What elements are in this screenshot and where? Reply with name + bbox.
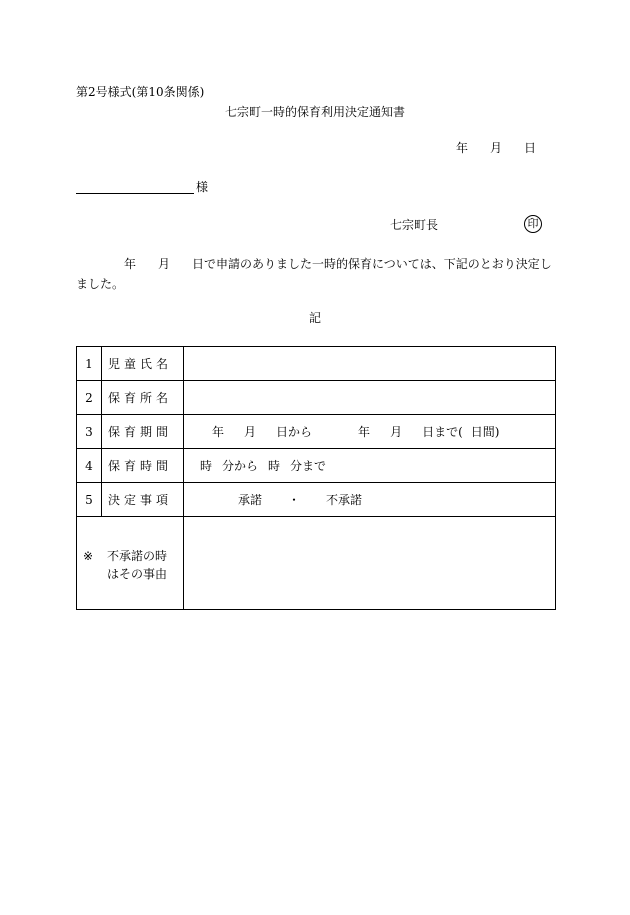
addressee-name-line [76, 193, 194, 194]
time-end-hour: 時 [268, 459, 281, 473]
note-line2: はその事由 [107, 567, 168, 581]
time-start-min: 分から [222, 459, 259, 473]
row-number: 5 [77, 483, 102, 517]
care-time-field[interactable] [184, 449, 556, 483]
row-label: 保育時間 [102, 449, 184, 483]
child-name-field[interactable] [184, 347, 556, 381]
decision-reject[interactable]: 不承諾 [326, 493, 363, 507]
body-text [76, 254, 556, 294]
document-title: 七宗町一時的保育利用決定通知書 [224, 105, 405, 119]
decision-approve[interactable]: 承諾 [238, 493, 263, 507]
time-start-hour: 時 [200, 459, 213, 473]
row-label: 保育期間 [102, 415, 184, 449]
period-to-day: 日まで( [422, 425, 463, 439]
seal-icon: 印 [524, 215, 542, 233]
note-line1: 不承諾の時 [107, 549, 168, 563]
care-period-field[interactable] [184, 415, 556, 449]
table-row [77, 415, 556, 449]
details-table [76, 346, 556, 610]
period-to-year: 年 [358, 425, 371, 439]
body-line1-rest: 日で申請のありました一時的保育については、下記のとおり決定し [192, 257, 552, 271]
row-number: 4 [77, 449, 102, 483]
table-row [77, 449, 556, 483]
period-days: 日間) [470, 425, 500, 439]
period-from-year: 年 [212, 425, 225, 439]
period-from-month: 月 [244, 425, 257, 439]
body-year: 年 [124, 257, 137, 271]
table-row [77, 381, 556, 415]
period-to-month: 月 [390, 425, 403, 439]
form-number: 第2号様式(第10条関係) [76, 85, 205, 99]
table-row [77, 347, 556, 381]
row-number: 1 [77, 347, 102, 381]
table-row [77, 517, 556, 610]
nursery-name-field[interactable] [184, 381, 556, 415]
rejection-reason-field[interactable] [184, 517, 556, 610]
date-day: 日 [524, 141, 537, 155]
time-end-min: 分まで [290, 459, 327, 473]
period-from-day: 日から [276, 425, 313, 439]
addressee-suffix: 様 [196, 180, 209, 194]
row-label: 決定事項 [102, 483, 184, 517]
date-month: 月 [490, 141, 503, 155]
table-row [77, 483, 556, 517]
decision-field[interactable] [184, 483, 556, 517]
issuer-title: 七宗町長 [390, 218, 439, 232]
decision-separator: ・ [288, 493, 301, 507]
body-line2: ました。 [76, 277, 125, 291]
ki-label: 記 [308, 311, 321, 325]
row-number: 3 [77, 415, 102, 449]
row-number: 2 [77, 381, 102, 415]
body-month: 月 [158, 257, 171, 271]
row-label: 保育所名 [102, 381, 184, 415]
row-label: 児童氏名 [102, 347, 184, 381]
date-year: 年 [456, 141, 469, 155]
date-line [456, 142, 536, 154]
note-mark: ※ [83, 549, 94, 563]
note-label [77, 517, 184, 610]
